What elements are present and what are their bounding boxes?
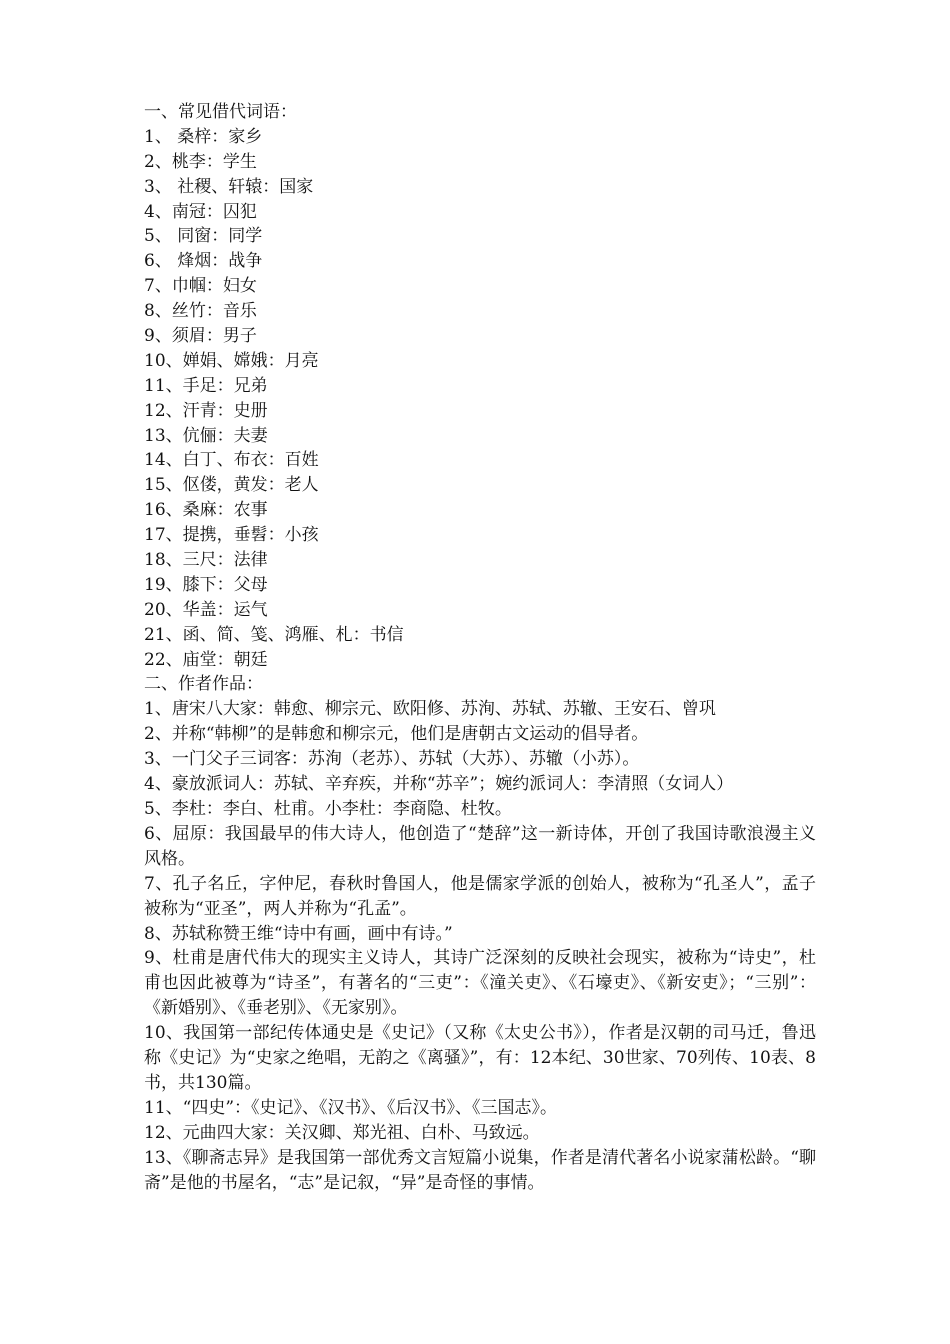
list-item: 17、提携，垂髫：小孩	[144, 525, 319, 546]
list-item: 15、伛偻，黄发：老人	[144, 475, 319, 496]
list-item: 4、豪放派词人：苏轼、辛弃疾，并称“苏辛”；婉约派词人：李清照（女词人）	[144, 774, 734, 795]
list-item: 7、孔子名丘，字仲尼，春秋时鲁国人，他是儒家学派的创始人，被称为“孔圣人”，孟子被称为“亚圣”，两人并称为“孔孟”。	[144, 873, 816, 919]
list-item: 6、屈原：我国最早的伟大诗人，他创造了“楚辞”这一新诗体，开创了我国诗歌浪漫主义风格。	[144, 823, 816, 869]
list-item: 13、伉俪：夫妻	[144, 425, 268, 446]
list-item: 8、苏轼称赞王维“诗中有画，画中有诗。”	[144, 923, 453, 944]
section-heading: 一、常见借代词语：	[144, 102, 297, 122]
list-item: 9、须眉：男子	[144, 326, 257, 347]
list-item: 10、我国第一部纪传体通史是《史记》（又称《太史公书》），作者是汉朝的司马迁，鲁迅称《史记》为“史家之绝唱，无韵之《离骚》”，有：12本纪、30世家、70列传、10表、8书，共130篇。	[144, 1023, 816, 1093]
list-item: 3、一门父子三词客：苏洵（老苏）、苏轼（大苏）、苏辙（小苏）。	[144, 749, 640, 770]
list-item: 22、庙堂：朝廷	[144, 649, 268, 670]
list-item: 3、 社稷、轩辕：国家	[144, 176, 314, 197]
list-item: 11、“四史”：《史记》、《汉书》、《后汉书》、《三国志》。	[144, 1097, 558, 1118]
list-item: 5、 同窗：同学	[144, 226, 263, 247]
document-page	[144, 100, 816, 1196]
metonymy-list	[144, 125, 816, 673]
list-item: 1、 桑梓：家乡	[144, 126, 263, 147]
list-item: 19、膝下：父母	[144, 574, 268, 595]
list-item: 4、南冠：囚犯	[144, 201, 257, 222]
list-item: 7、巾帼：妇女	[144, 276, 257, 297]
list-item: 12、元曲四大家：关汉卿、郑光祖、白朴、马致远。	[144, 1122, 540, 1143]
authors-list	[144, 697, 816, 1195]
list-item: 9、杜甫是唐代伟大的现实主义诗人，其诗广泛深刻的反映社会现实，被称为“诗史”，杜甫也因此被尊为“诗圣”，有著名的“三吏”：《潼关吏》、《石壕吏》、《新安吏》；“三别”：《新婚别》、《垂老别》、《无家别》。	[144, 948, 816, 1019]
list-item: 10、婵娟、嫦娥：月亮	[144, 350, 319, 371]
list-item: 18、三尺：法律	[144, 550, 268, 571]
list-item: 6、 烽烟：战争	[144, 251, 263, 272]
list-item: 2、并称“韩柳”的是韩愈和柳宗元，他们是唐朝古文运动的倡导者。	[144, 724, 649, 745]
list-item: 11、手足：兄弟	[144, 375, 268, 396]
list-item: 5、李杜：李白、杜甫。小李杜：李商隐、杜牧。	[144, 799, 512, 819]
list-item: 12、汗青：史册	[144, 400, 268, 421]
list-item: 21、函、简、笺、鸿雁、札：书信	[144, 624, 404, 645]
list-item: 1、唐宋八大家：韩愈、柳宗元、欧阳修、苏洵、苏轼、苏辙、王安石、曾巩	[144, 699, 716, 720]
list-item: 8、丝竹：音乐	[144, 301, 257, 322]
list-item: 14、白丁、布衣：百姓	[144, 450, 319, 471]
list-item: 20、华盖：运气	[144, 599, 268, 620]
section-heading: 二、作者作品：	[144, 674, 263, 695]
list-item: 2、桃李：学生	[144, 151, 257, 172]
list-item: 16、桑麻：农事	[144, 500, 268, 521]
list-item: 13、《聊斋志异》是我国第一部优秀文言短篇小说集，作者是清代著名小说家蒲松龄。“聊斋”是他的书屋名，“志”是记叙，“异”是奇怪的事情。	[144, 1147, 816, 1193]
